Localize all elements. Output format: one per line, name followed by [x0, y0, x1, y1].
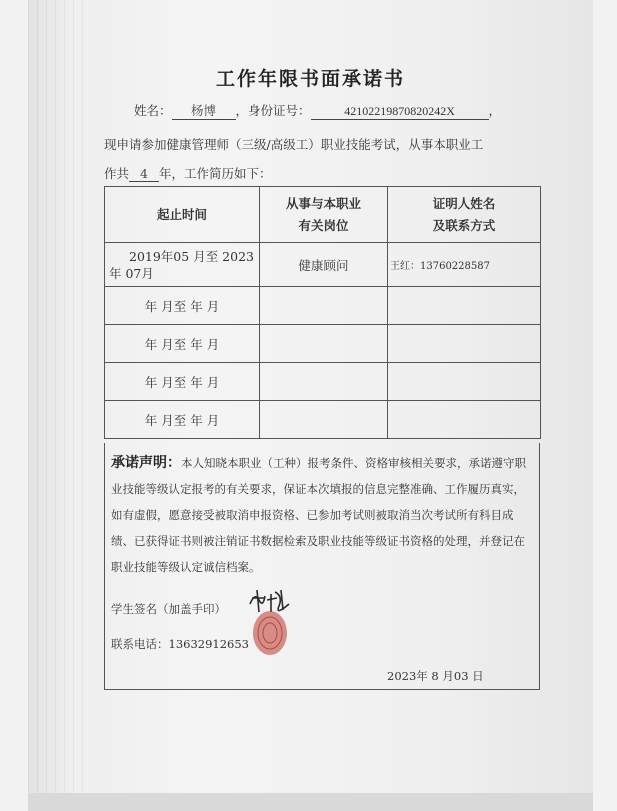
years-value: 4 — [129, 166, 159, 182]
header-position-line2: 有关岗位 — [298, 217, 349, 233]
row-position-empty — [260, 287, 388, 325]
row-period-empty: 年 月至 年 月 — [105, 287, 260, 325]
name-value: 杨博 — [172, 101, 236, 120]
name-id-line — [134, 101, 501, 120]
header-witness-line1: 证明人姓名 — [432, 195, 496, 211]
header-period: 起止时间 — [105, 187, 260, 243]
header-witness-line2: 及联系方式 — [432, 217, 496, 233]
signature-label: 学生签名（加盖手印） — [111, 602, 226, 616]
declaration-body: 本人知晓本职业（工种）报考条件、资格审核相关要求，承诺遵守职业技能等级认定报考的有关要求，保证本次填报的信息完整准确、工作履历真实，如有虚假，愿意接受被取消申报资格、已参加考试则被取消当次考试所有科目成绩、已获得证书则被注销证书数据检索及职业技能等级证书资格的处理，并登记在职业技能等级认定诚信档案。 — [111, 456, 526, 574]
table-row — [105, 325, 541, 363]
header-position — [260, 187, 388, 243]
scan-artifact — [28, 0, 88, 793]
row-witness-empty — [388, 401, 541, 439]
row-period — [105, 243, 260, 287]
sign-date: 2023年 8 月03 日 — [387, 669, 484, 683]
row-position-empty — [260, 325, 388, 363]
right-margin — [593, 0, 617, 811]
exam-line: 现申请参加健康管理师（三级/高级工）职业技能考试，从事本职业工 — [104, 137, 484, 152]
document-title: 工作年限书面承诺书 — [215, 68, 405, 90]
row-position-empty — [260, 363, 388, 401]
row-witness: 王红：13760228587 — [388, 243, 541, 287]
row-witness-empty — [388, 287, 541, 325]
row-period-empty: 年 月至 年 月 — [105, 325, 260, 363]
declaration-heading: 承诺声明： — [111, 455, 181, 471]
row-position-empty — [260, 401, 388, 439]
left-margin — [0, 0, 28, 811]
name-label: 姓名： — [134, 103, 172, 118]
table-header-row — [105, 187, 541, 243]
table-row — [105, 287, 541, 325]
id-trail: ， — [488, 103, 502, 118]
table-row — [105, 401, 541, 439]
table-row — [105, 363, 541, 401]
row-period-line2: 年 07月 — [109, 265, 154, 281]
id-label: ，身份证号： — [235, 103, 311, 118]
row-witness-empty — [388, 363, 541, 401]
declaration-text — [111, 450, 533, 580]
header-witness — [388, 187, 541, 243]
row-period-empty: 年 月至 年 月 — [105, 363, 260, 401]
years-suffix: 年，工作简历如下： — [159, 166, 272, 181]
phone-label: 联系电话： — [111, 637, 169, 651]
work-history-table — [104, 186, 541, 439]
declaration-box — [104, 443, 540, 690]
phone-line — [111, 636, 249, 652]
id-value: 42102219870820242X — [311, 104, 489, 120]
row-position: 健康顾问 — [260, 243, 388, 287]
row-period-empty: 年 月至 年 月 — [105, 401, 260, 439]
document-page — [28, 0, 593, 793]
row-witness-empty — [388, 325, 541, 363]
fingerprint-stamp — [251, 609, 289, 657]
phone-value: 13632912653 — [168, 637, 249, 651]
row-period-line1: 2019年05 月至 2023 — [129, 248, 254, 264]
years-line — [104, 164, 272, 182]
years-prefix: 作共 — [104, 166, 130, 181]
header-position-line1: 从事与本职业 — [285, 195, 361, 211]
table-row — [105, 243, 541, 287]
